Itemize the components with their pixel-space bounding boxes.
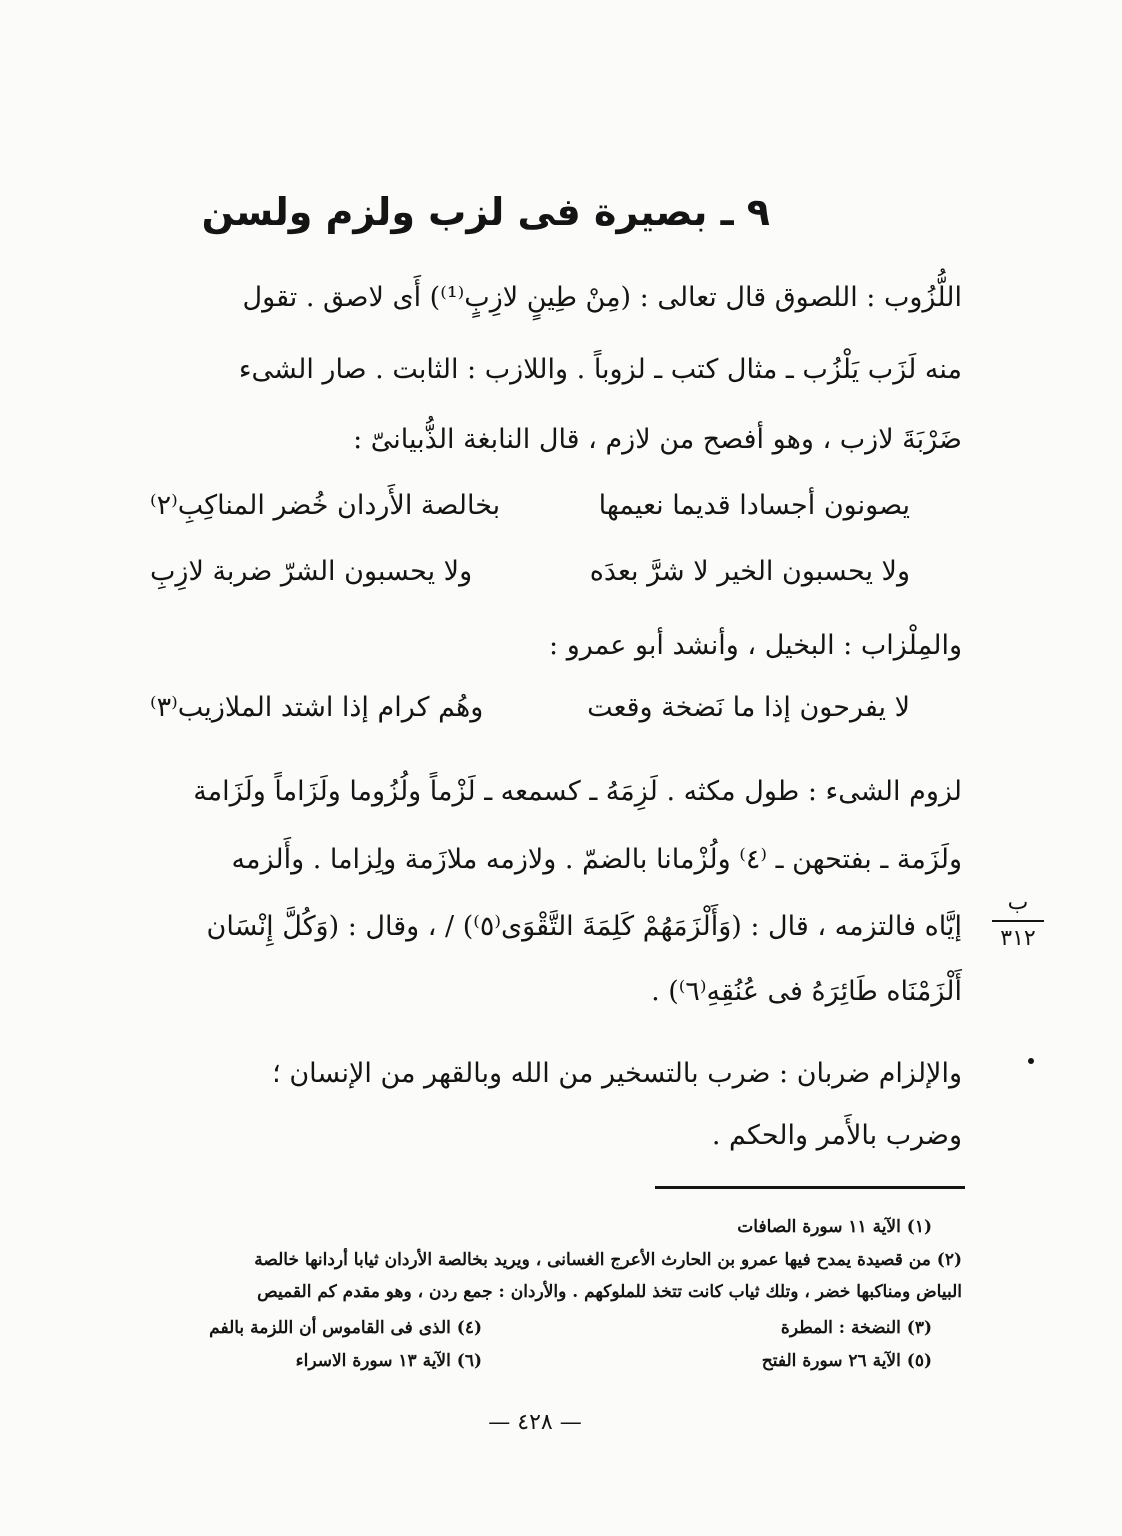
- page-title: ٩ ـ بصيرة فى لزب ولزم ولسن: [201, 190, 770, 234]
- paragraph-line-3: ضَرْبَةَ لازب ، وهو أفصح من لازم ، قال النابغة الذُّبيانىّ :: [353, 424, 962, 455]
- milzab-line: والمِلْزاب : البخيل ، وأنشد أبو عمرو :: [549, 630, 962, 661]
- page-number: — ٤٢٨ —: [488, 1410, 582, 1435]
- footnote-divider: [655, 1186, 965, 1189]
- verse-3-second-hemistich: وهُم كرام إذا اشتد الملازيب⁽٣⁾: [150, 692, 484, 723]
- luzum-line-3: إيَّاه فالتزمه ، قال : (وَأَلْزَمَهُمْ كَلِمَةَ التَّقْوَى⁽٥⁾) / ، وقال : (وَكُلَّ إِنْسَان: [206, 911, 962, 942]
- footnote-2-line-1: (٢) من قصيدة يمدح فيها عمرو بن الحارث الأعرج الغسانى ، ويريد بخالصة الأردان ثيابا أردانها خالصة: [254, 1250, 962, 1270]
- verse-1-first-hemistich: يصونون أجسادا قديما نعيمها: [598, 490, 910, 521]
- luzum-line-1: لزوم الشىء : طول مكثه . لَزِمَهُ ـ كسمعه ـ لَزْماً ولُزُوما ولَزَاماً ولَزَامة: [193, 776, 962, 807]
- margin-divider: [992, 920, 1044, 922]
- footnote-6: (٦) الآية ١٣ سورة الاسراء: [295, 1351, 482, 1371]
- margin-folio-letter: ب: [1007, 890, 1029, 915]
- footnote-2-line-2: البياض ومناكبها خضر ، وتلك ثياب كانت تتخذ للملوكهم . والأردان : جمع ردن ، وهو مقدم كم القميص: [257, 1282, 962, 1302]
- footnote-5: (٥) الآية ٢٦ سورة الفتح: [761, 1351, 932, 1371]
- verse-1-second-hemistich: بخالصة الأَردان خُضر المناكِبِ⁽٢⁾: [150, 490, 501, 521]
- luzum-line-2: ولَزَمة ـ بفتحهن ـ ⁽٤⁾ ولُزْمانا بالضمّ . ولازمه ملازَمة ولِزاما . وأَلزمه: [231, 844, 962, 875]
- paragraph-line-2: منه لَزَب يَلْزُب ـ مثال كتب ـ لزوباً . واللازب : الثابت . صار الشىء: [238, 354, 962, 385]
- paragraph-line-1: اللُّزُوب : اللصوق قال تعالى : (مِنْ طِينٍ لازِبٍ⁽¹⁾) أَى لاصق . تقول: [242, 282, 962, 313]
- verse-3-first-hemistich: لا يفرحون إذا ما نَضخة وقعت: [587, 692, 910, 723]
- verse-2-first-hemistich: ولا يحسبون الخير لا شرَّ بعدَه: [589, 556, 910, 587]
- footnote-3: (٣) النضخة : المطرة: [780, 1318, 932, 1338]
- ilzam-line-2: وضرب بالأَمر والحكم .: [711, 1120, 962, 1151]
- margin-folio-number: ٣١٢: [1000, 926, 1036, 951]
- luzum-line-4: أَلْزَمْنَاه طَائِرَهُ فى عُنُقِهِ⁽٦⁾) .: [651, 976, 962, 1007]
- verse-2-second-hemistich: ولا يحسبون الشرّ ضربة لازِبِ: [150, 556, 473, 587]
- footnote-1: (١) الآية ١١ سورة الصافات: [737, 1217, 932, 1237]
- ilzam-line-1: والإلزام ضربان : ضرب بالتسخير من الله وبالقهر من الإنسان ؛: [272, 1058, 962, 1089]
- footnote-4: (٤) الذى فى القاموس أن اللزمة بالفم: [209, 1318, 482, 1338]
- margin-folio-note: [988, 890, 1048, 952]
- margin-dot: [1028, 1058, 1034, 1064]
